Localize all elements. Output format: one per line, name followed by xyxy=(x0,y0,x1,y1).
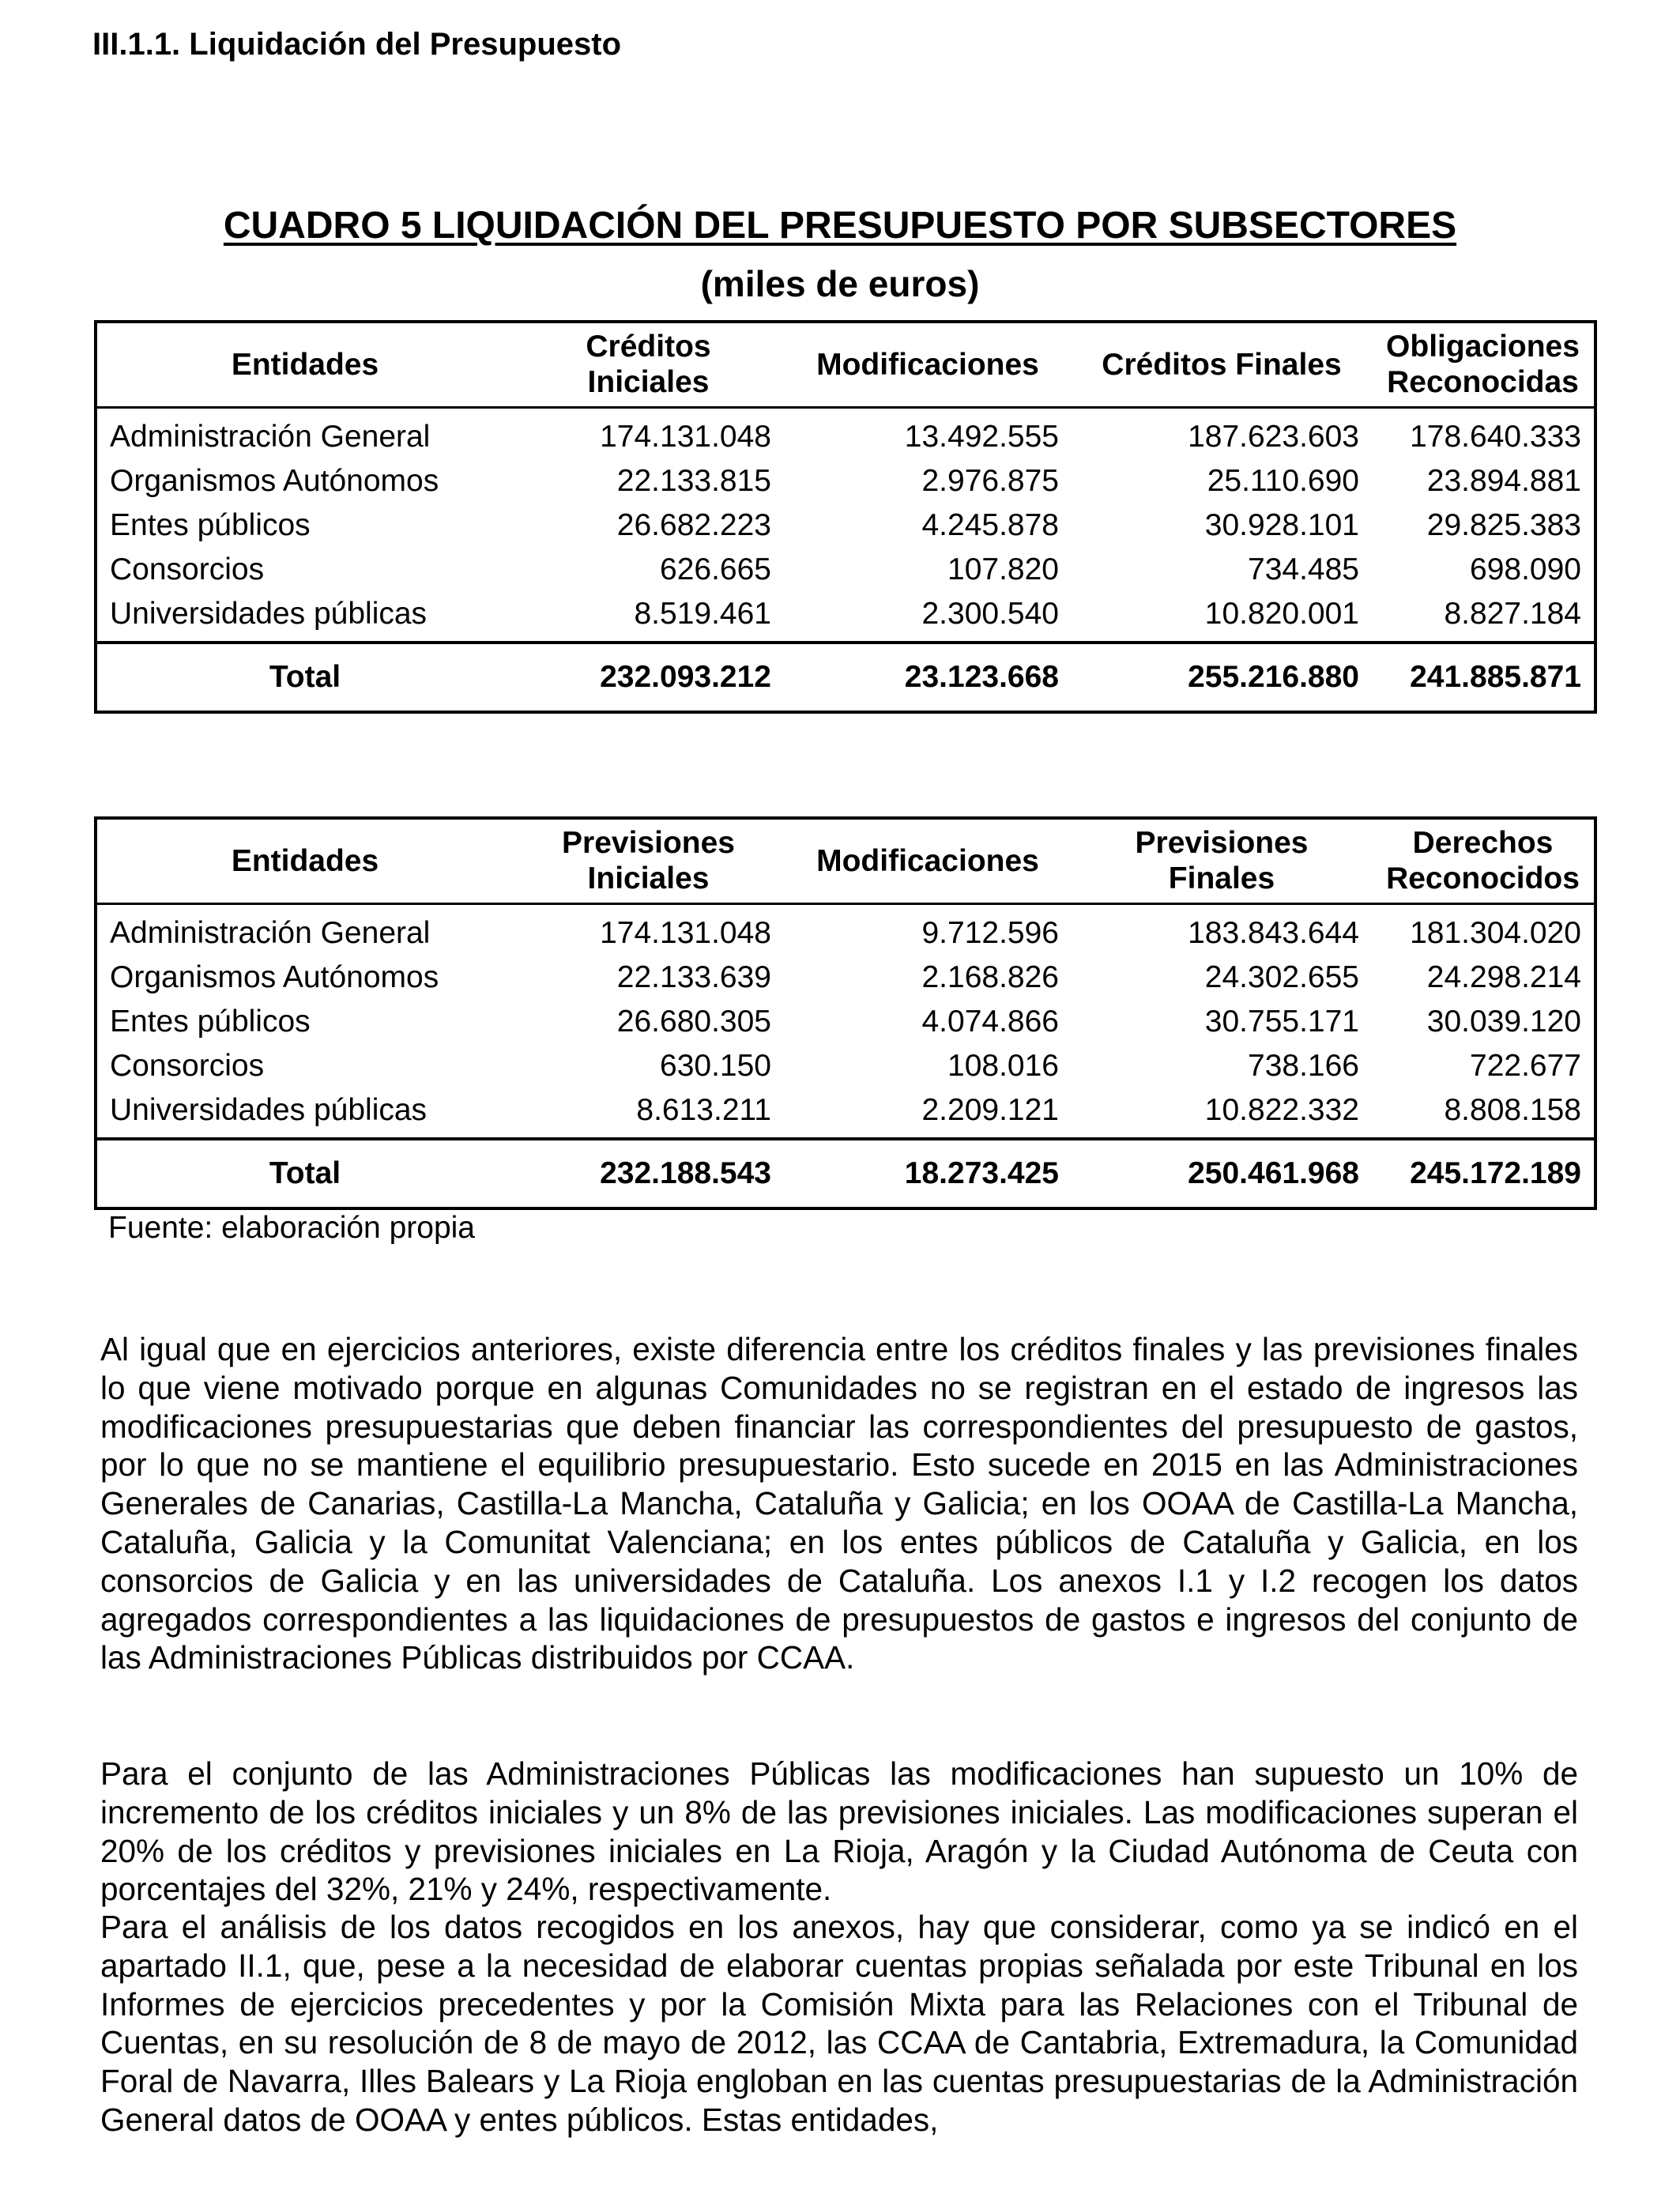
total-label: Total xyxy=(269,1155,341,1190)
entity-cell: Administración General xyxy=(110,419,431,454)
entity-cell: Consorcios xyxy=(110,1048,265,1083)
value-cell: 26.680.305 xyxy=(616,1004,771,1039)
table-row xyxy=(96,1088,1595,1139)
value-cell: 722.677 xyxy=(1470,1048,1581,1083)
total-label: Total xyxy=(269,659,341,694)
value-cell: 24.302.655 xyxy=(1204,959,1359,994)
value-cell: 108.016 xyxy=(947,1048,1059,1083)
total-cell: 255.216.880 xyxy=(1188,659,1359,694)
table-row xyxy=(96,956,1595,1000)
table-row xyxy=(96,903,1595,956)
total-row xyxy=(96,1139,1595,1208)
value-cell: 23.894.881 xyxy=(1426,463,1581,498)
entity-cell: Universidades públicas xyxy=(110,596,428,631)
value-cell: 22.133.639 xyxy=(616,959,771,994)
value-cell: 626.665 xyxy=(660,552,771,586)
value-cell: 25.110.690 xyxy=(1207,463,1359,498)
value-cell: 698.090 xyxy=(1470,552,1581,586)
value-cell: 174.131.048 xyxy=(600,915,771,950)
value-cell: 29.825.383 xyxy=(1426,507,1581,542)
value-cell: 8.808.158 xyxy=(1444,1092,1581,1127)
value-cell: 8.613.211 xyxy=(636,1092,771,1127)
table-row xyxy=(96,503,1595,548)
entity-cell: Administración General xyxy=(110,915,431,950)
entity-cell: Organismos Autónomos xyxy=(110,959,439,994)
column-header: Derechos Reconocidos xyxy=(1386,826,1580,896)
body-paragraph: Para el conjunto de las Administraciones Públicas las modificaciones han supuesto un 10% de incremento de los créditos iniciales y un 8% de las previsiones iniciales. Las modificaciones superan el 20% de los créditos y previsiones iniciales en La Rioja, Aragón y la Ciudad Autónoma de Ceuta con porcentajes del 32%, 21% y 24%, respectivamente. xyxy=(100,1755,1578,1908)
column-header: Modificaciones xyxy=(816,347,1039,382)
table-header-row xyxy=(96,818,1595,903)
body-paragraph: Al igual que en ejercicios anteriores, existe diferencia entre los créditos finales y las previsiones finales lo que viene motivado porque en algunas Comunidades no se registran en el estado de ingresos las modificaciones presupuestarias que deben financiar las correspondientes del presupuesto de gastos, por lo que no se mantiene el equilibrio presupuestario. Esto sucede en 2015 en las Administraciones Generales de Canarias, Castilla-La Mancha, Cataluña y Galicia; en los OOAA de Castilla-La Mancha, Cataluña, Galicia y la Comunitat Valenciana; en los entes públicos de Cataluña y Galicia, en los consorcios de Galicia y en las universidades de Cataluña. Los anexos I.1 y I.2 recogen los datos agregados correspondientes a las liquidaciones de presupuestos de gastos e ingresos del conjunto de las Administraciones Públicas distribuidos por CCAA. xyxy=(100,1331,1578,1676)
value-cell: 13.492.555 xyxy=(904,419,1059,454)
column-header: Entidades xyxy=(231,347,379,382)
value-cell: 2.168.826 xyxy=(921,959,1059,994)
value-cell: 4.074.866 xyxy=(921,1004,1059,1039)
value-cell: 26.682.223 xyxy=(616,507,771,542)
table-row xyxy=(96,1044,1595,1088)
value-cell: 183.843.644 xyxy=(1188,915,1359,950)
value-cell: 10.820.001 xyxy=(1204,596,1359,631)
entity-cell: Universidades públicas xyxy=(110,1092,428,1127)
value-cell: 24.298.214 xyxy=(1426,959,1581,994)
value-cell: 2.209.121 xyxy=(921,1092,1059,1127)
entity-cell: Organismos Autónomos xyxy=(110,463,439,498)
total-row xyxy=(96,643,1595,712)
column-header: Entidades xyxy=(231,843,379,878)
total-cell: 232.093.212 xyxy=(600,659,771,694)
total-cell: 18.273.425 xyxy=(904,1155,1059,1190)
value-cell: 10.822.332 xyxy=(1204,1092,1359,1127)
table-row xyxy=(96,548,1595,592)
revenue-table xyxy=(94,816,1597,1210)
value-cell: 8.827.184 xyxy=(1444,596,1581,631)
value-cell: 22.133.815 xyxy=(616,463,771,498)
value-cell: 30.755.171 xyxy=(1204,1004,1359,1039)
table-caption-units: (miles de euros) xyxy=(700,263,980,304)
column-header: Obligaciones Reconocidas xyxy=(1386,330,1580,400)
value-cell: 734.485 xyxy=(1248,552,1359,586)
table-row xyxy=(96,1000,1595,1044)
value-cell: 107.820 xyxy=(947,552,1059,586)
total-cell: 232.188.543 xyxy=(600,1155,771,1190)
column-header: Modificaciones xyxy=(816,843,1039,878)
value-cell: 187.623.603 xyxy=(1188,419,1359,454)
expenditure-table xyxy=(94,320,1597,714)
value-cell: 181.304.020 xyxy=(1410,915,1581,950)
table-row xyxy=(96,459,1595,503)
total-cell: 23.123.668 xyxy=(904,659,1059,694)
body-paragraph: Para el análisis de los datos recogidos en los anexos, hay que considerar, como ya se indicó en el apartado II.1, que, pese a la necesidad de elaborar cuentas propias señalada por este Tribunal en los Informes de ejercicios precedentes y por la Comisión Mixta para las Relaciones con el Tribunal de Cuentas, en su resolución de 8 de mayo de 2012, las CCAA de Cantabria, Extremadura, la Comunidad Foral de Navarra, Illes Balears y La Rioja engloban en las cuentas presupuestarias de la Administración General datos de OOAA y entes públicos. Estas entidades, xyxy=(100,1909,1578,2138)
total-cell: 245.172.189 xyxy=(1410,1155,1581,1190)
value-cell: 630.150 xyxy=(660,1048,771,1083)
entity-cell: Entes públicos xyxy=(110,507,311,542)
column-header: Previsiones Iniciales xyxy=(562,826,735,896)
table-header-row xyxy=(96,322,1595,407)
value-cell: 174.131.048 xyxy=(600,419,771,454)
table-row xyxy=(96,592,1595,643)
table-caption-title: CUADRO 5 LIQUIDACIÓN DEL PRESUPUESTO POR SUBSECTORES xyxy=(223,205,1457,247)
value-cell: 738.166 xyxy=(1248,1048,1359,1083)
table-row xyxy=(96,407,1595,459)
column-header: Créditos Finales xyxy=(1102,347,1342,382)
value-cell: 178.640.333 xyxy=(1410,419,1581,454)
entity-cell: Consorcios xyxy=(110,552,265,586)
value-cell: 2.300.540 xyxy=(921,596,1059,631)
value-cell: 4.245.878 xyxy=(921,507,1059,542)
section-heading: III.1.1. Liquidación del Presupuesto xyxy=(92,27,622,62)
column-header: Créditos Iniciales xyxy=(586,330,711,400)
total-cell: 250.461.968 xyxy=(1188,1155,1359,1190)
total-cell: 241.885.871 xyxy=(1410,659,1581,694)
value-cell: 30.928.101 xyxy=(1204,507,1359,542)
value-cell: 9.712.596 xyxy=(921,915,1059,950)
value-cell: 2.976.875 xyxy=(921,463,1059,498)
value-cell: 8.519.461 xyxy=(634,596,771,631)
source-note: Fuente: elaboración propia xyxy=(108,1211,475,1245)
entity-cell: Entes públicos xyxy=(110,1004,311,1039)
column-header: Previsiones Finales xyxy=(1135,826,1309,896)
value-cell: 30.039.120 xyxy=(1426,1004,1581,1039)
